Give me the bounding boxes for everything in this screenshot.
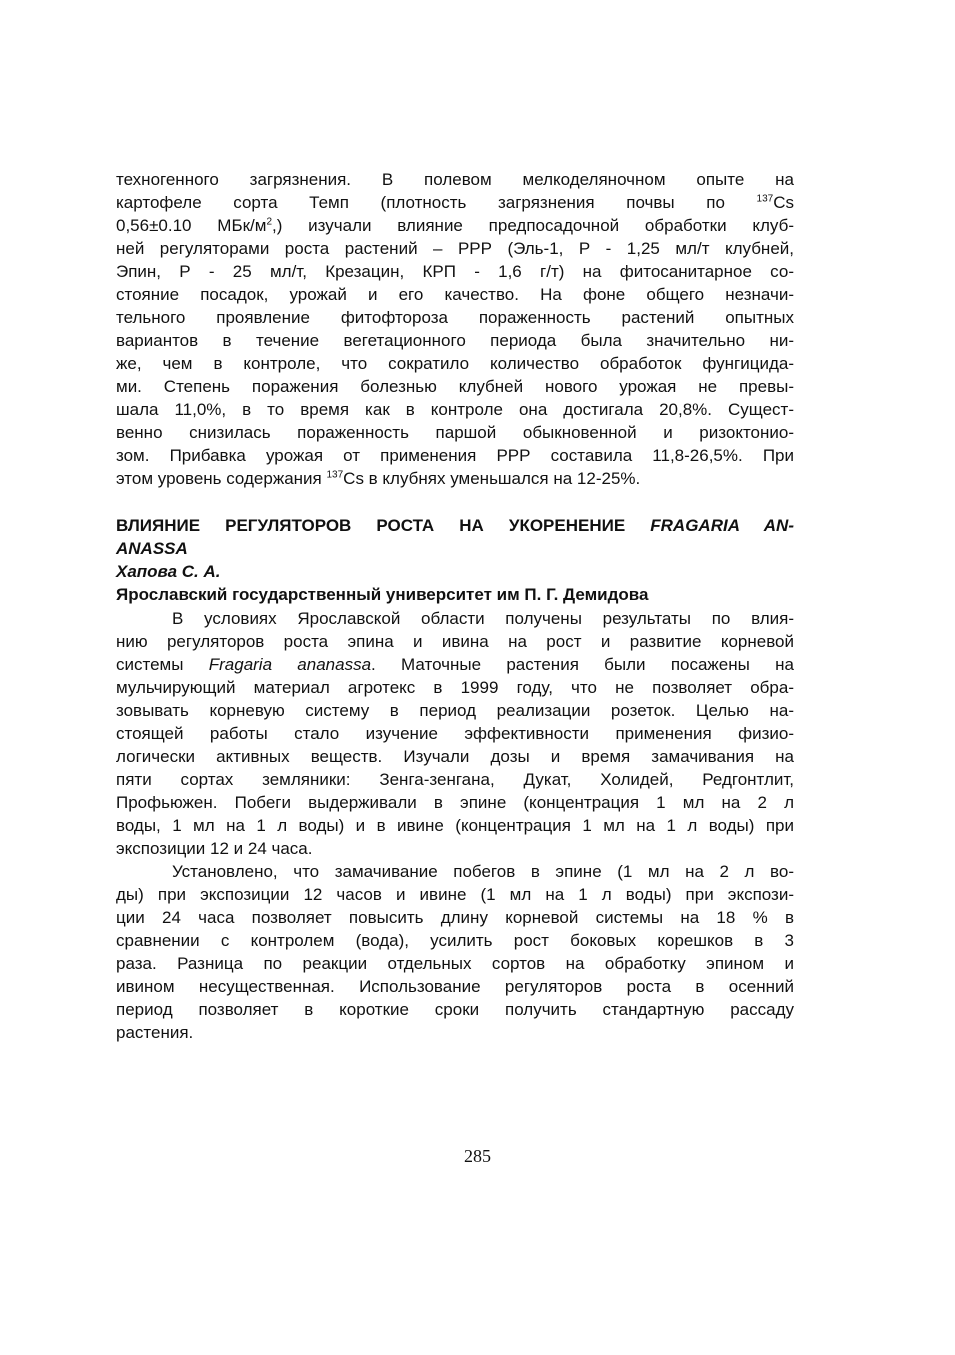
heading-line-1: ВЛИЯНИЕ РЕГУЛЯТОРОВ РОСТА НА УКОРЕНЕНИЕ FRAGARIA AN-: [116, 516, 794, 535]
species-name: Fragaria ananassa: [208, 655, 372, 674]
text-line: венно снизилась пораженность паршой обыкновенной и ризоктонио-: [116, 423, 794, 442]
text-line: ми. Степень поражения болезнью клубней нового урожая не превы-: [116, 377, 794, 396]
text-line: пяти сортах земляники: Зенга-зенгана, Дукат, Холидей, Редгонтлит,: [116, 770, 794, 789]
text-line: Эпин, Р - 25 мл/т, Крезацин, КРП - 1,6 г/т) на фитосанитарное со-: [116, 262, 794, 281]
body-paragraph-2: [116, 860, 794, 1044]
text-line: картофеле сорта Темп (плотность загрязнения почвы по $^{137}$Cs: [116, 193, 794, 212]
text-line: раза. Разница по реакции отдельных сортов на обработку эпином и: [116, 954, 794, 973]
text-line: системы Fragaria ananassa. Маточные растения были посажены на: [116, 655, 794, 674]
text-line: воды, 1 мл на 1 л воды) и в ивине (концентрация 1 мл на 1 л воды) при: [116, 816, 794, 835]
text-line: растения.: [116, 1023, 194, 1042]
text-line: тельного проявление фитофтороза пораженность растений опытных: [116, 308, 794, 327]
text-line: вариантов в течение вегетационного периода была значительно ни-: [116, 331, 794, 350]
article-heading: [116, 514, 794, 560]
body-paragraph-1: [116, 607, 794, 860]
text-line: мульчирующий материал агротекс в 1999 году, что не позволяет обра-: [116, 678, 794, 697]
text-line: зом. Прибавка урожая от применения РРР составила 11,8-26,5%. При: [116, 446, 794, 465]
text-line: шала 11,0%, в то время как в контроле она достигала 20,8%. Сущест-: [116, 400, 794, 419]
text-line: ды) при экспозиции 12 часов и ивине (1 мл на 1 л воды) при экспози-: [116, 885, 794, 904]
text-line: стояние посадок, урожай и его качество. На фоне общего незначи-: [116, 285, 794, 304]
text-line: этом уровень содержания $^{137}$Cs в клубнях уменьшался на 12-25%.: [116, 469, 641, 488]
text-line: зовывать корневую систему в период реализации розеток. Целью на-: [116, 701, 794, 720]
page-number: 285: [464, 1146, 491, 1166]
text-line: ивином несущественная. Использование регуляторов роста в осенний: [116, 977, 794, 996]
text-line: экспозиции 12 и 24 часа.: [116, 839, 313, 858]
text-line: Установлено, что замачивание побегов в эпине (1 мл на 2 л во-: [172, 862, 794, 881]
article-author: Хапова С. А.: [116, 562, 221, 581]
text-line: ней регуляторами роста растений – РРР (Эль-1, Р - 1,25 мл/т клубней,: [116, 239, 794, 258]
text-line: нию регуляторов роста эпина и ивина на рост и развитие корневой: [116, 632, 794, 651]
text-line: стоящей работы стало изучение эффективности применения физио-: [116, 724, 794, 743]
article-affiliation: Ярославский государственный университет им П. Г. Демидова: [116, 585, 649, 604]
text-line: Профьюжен. Побеги выдерживали в эпине (концентрация 1 мл на 2 л: [116, 793, 794, 812]
text-line: логически активных веществ. Изучали дозы и время замачивания на: [116, 747, 794, 766]
text-line: техногенного загрязнения. В полевом мелкоделяночном опыте на: [116, 170, 794, 189]
heading-line-2: ANASSA: [116, 539, 188, 558]
text-line: ции 24 часа позволяет повысить длину корневой системы на 18 % в: [116, 908, 794, 927]
text-line: 0,56±0.10 МБк/$м^2$,) изучали влияние предпосадочной обработки клуб-: [116, 216, 794, 235]
intro-paragraph: [116, 168, 794, 490]
text-line: В условиях Ярославской области получены результаты по влия-: [172, 609, 794, 628]
text-line: период позволяет в короткие сроки получить стандартную рассаду: [116, 1000, 794, 1019]
text-line: же, чем в контроле, что сократило количество обработок фунгицида-: [116, 354, 794, 373]
text-line: сравнении с контролем (вода), усилить рост боковых корешков в 3: [116, 931, 794, 950]
